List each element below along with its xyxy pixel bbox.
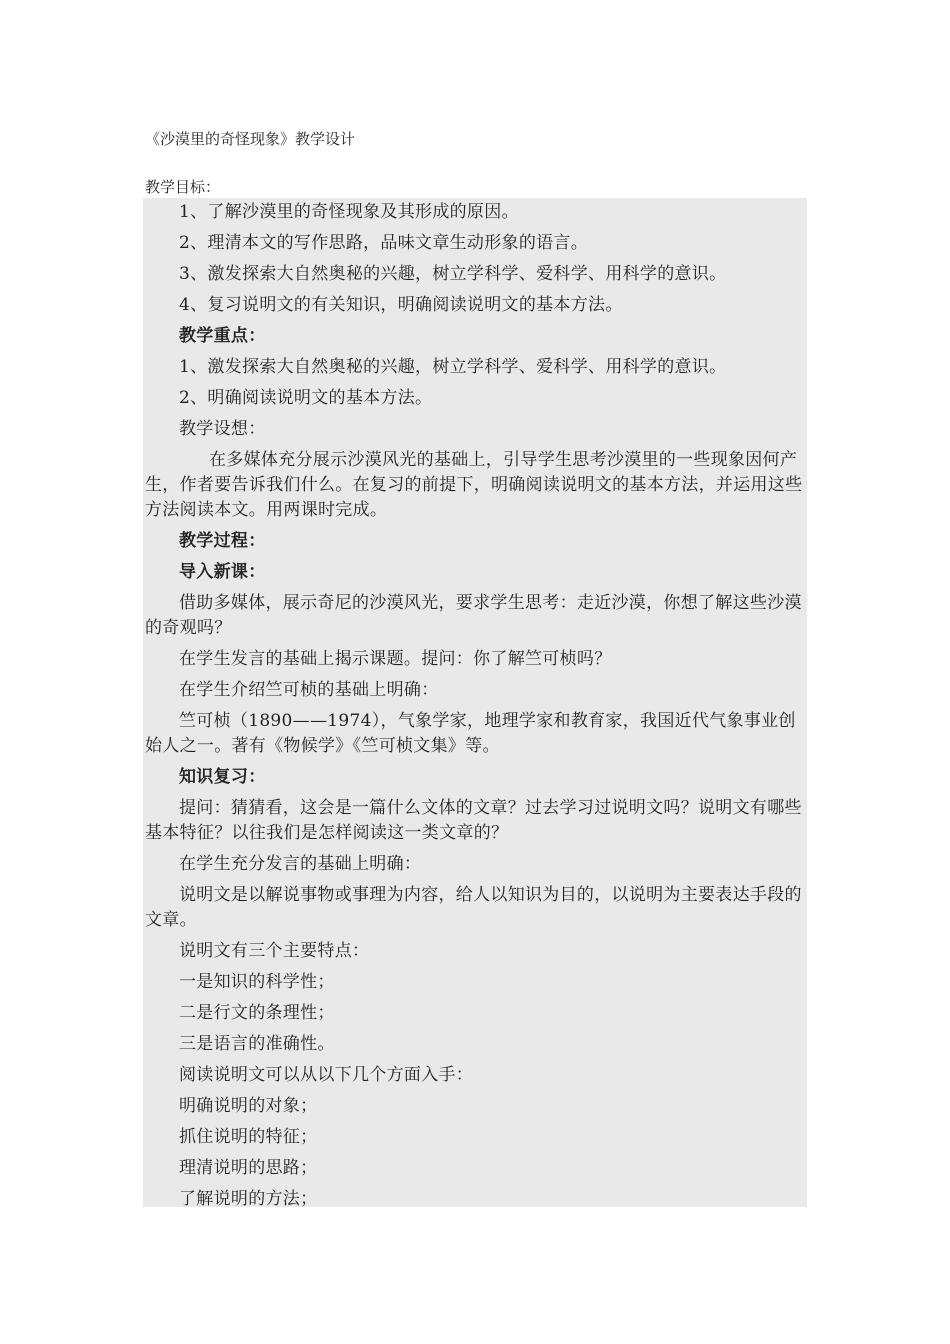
intro-heading: 导入新课：	[179, 562, 266, 582]
key-point-item: 2、明确阅读说明文的基本方法。	[179, 388, 433, 408]
process-heading: 教学过程：	[179, 531, 266, 551]
feature-item: 二是行文的条理性；	[179, 1003, 335, 1023]
key-point-item: 1、激发探索大自然奥秘的兴趣，树立学科学、爱科学、用科学的意识。	[179, 357, 727, 377]
key-points-heading: 教学重点：	[179, 326, 266, 346]
goal-item: 3、激发探索大自然奥秘的兴趣，树立学科学、爱科学、用科学的意识。	[179, 264, 727, 284]
review-paragraph: 在学生充分发言的基础上明确：	[179, 854, 422, 874]
method-item: 明确说明的对象；	[179, 1096, 318, 1116]
method-item: 了解说明的方法；	[179, 1189, 318, 1209]
concept-paragraph: 在多媒体充分展示沙漠风光的基础上，引导学生思考沙漠里的一些现象因何产生，作者要告诉我们什么。在复习的前提下，明确阅读说明文的基本方法，并运用这些方法阅读本文。用两课时完成。	[145, 450, 803, 520]
document-body	[145, 200, 805, 1218]
intro-paragraph: 在学生发言的基础上揭示课题。提问：你了解竺可桢吗？	[179, 649, 612, 669]
method-item: 抓住说明的特征；	[179, 1127, 318, 1147]
concept-heading: 教学设想：	[179, 419, 266, 439]
feature-item: 一是知识的科学性；	[179, 972, 335, 992]
intro-paragraph: 在学生介绍竺可桢的基础上明确：	[179, 680, 439, 700]
review-paragraph: 说明文有三个主要特点：	[179, 941, 370, 961]
goal-item: 2、理清本文的写作思路，品味文章生动形象的语言。	[179, 233, 589, 253]
review-heading: 知识复习：	[179, 767, 266, 787]
document-title: 《沙漠里的奇怪现象》教学设计	[145, 130, 356, 148]
review-paragraph: 提问：猜猜看，这会是一篇什么文体的文章？过去学习过说明文吗？说明文有哪些基本特征？以往我们是怎样阅读这一类文章的？	[145, 798, 802, 843]
review-paragraph: 说明文是以解说事物或事理为内容，给人以知识为目的，以说明为主要表达手段的文章。	[145, 885, 802, 930]
goal-item: 1、了解沙漠里的奇怪现象及其形成的原因。	[179, 202, 519, 222]
feature-item: 三是语言的准确性。	[179, 1034, 335, 1054]
goal-item: 4、复习说明文的有关知识，明确阅读说明文的基本方法。	[179, 295, 623, 315]
method-item: 理清说明的思路；	[179, 1158, 318, 1178]
teaching-goals-label: 教学目标：	[145, 178, 221, 196]
intro-paragraph: 借助多媒体，展示奇尼的沙漠风光，要求学生思考：走近沙漠，你想了解这些沙漠的奇观吗？	[145, 593, 802, 638]
review-paragraph: 阅读说明文可以从以下几个方面入手：	[179, 1065, 474, 1085]
intro-paragraph: 竺可桢（1890——1974），气象学家，地理学家和教育家，我国近代气象事业创始人之一。著有《物候学》《竺可桢文集》等。	[145, 711, 796, 756]
